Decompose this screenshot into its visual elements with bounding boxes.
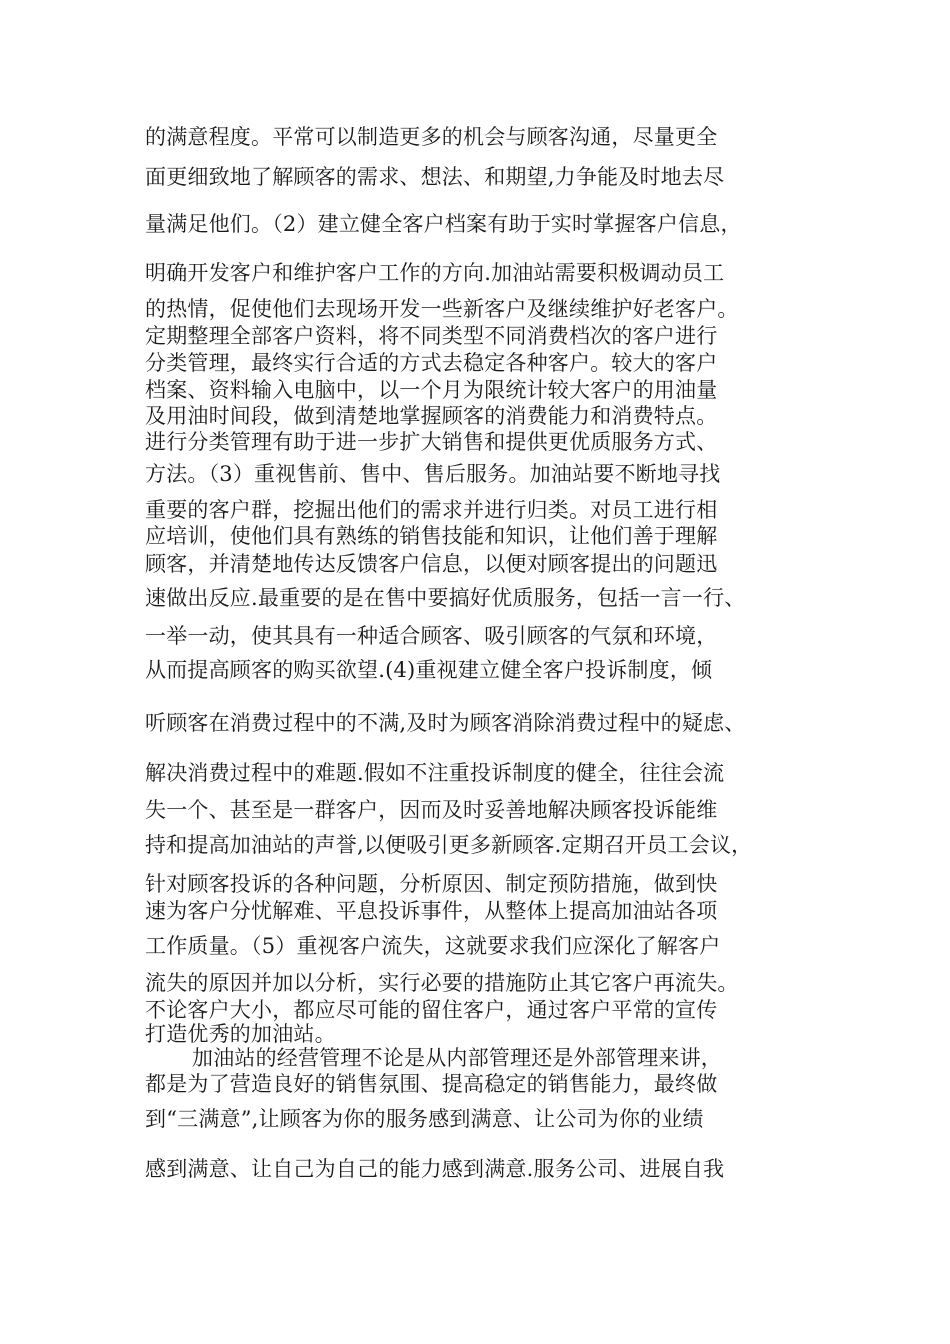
text-line: 及用油时间段，做到清楚地掌握顾客的消费能力和消费特点。: [145, 404, 718, 428]
text-line: 定期整理全部客户资料，将不同类型不同消费档次的客户进行: [145, 324, 718, 348]
text-line: 档案、资料输入电脑中，以一个月为限统计较大客户的用油量: [145, 378, 718, 402]
text-line: 到“三满意”,让顾客为你的服务感到满意、让公司为你的业绩: [145, 1107, 704, 1131]
text-line: 速为客户分忧解难、平息投诉事件，从整体上提高加油站各项: [145, 899, 718, 923]
text-line: 明确开发客户和维护客户工作的方向.加油站需要积极调动员工: [145, 261, 725, 285]
text-line: 打造优秀的加油站。: [145, 1022, 336, 1046]
text-line: 不论客户大小，都应尽可能的留住客户，通过客户平常的宣传: [145, 998, 718, 1022]
text-line: 方法。（3）重视售前、售中、售后服务。加油站要不断地寻找: [145, 462, 721, 486]
text-line: 针对顾客投诉的各种问题，分析原因、制定预防措施，做到快: [145, 872, 718, 896]
text-line: 重要的客户群，挖掘出他们的需求并进行归类。对员工进行相: [145, 498, 718, 522]
text-line: 一举一动，使其具有一种适合顾客、吸引顾客的气氛和环境，: [145, 624, 718, 648]
text-line: 失一个、甚至是一群客户，因而及时妥善地解决顾客投诉能维: [145, 798, 718, 822]
text-line: 工作质量。（5）重视客户流失，这就要求我们应深化了解客户: [145, 934, 721, 958]
text-line: 持和提高加油站的声誉,以便吸引更多新顾客.定期召开员工会议，: [145, 833, 753, 857]
text-line: 量满足他们。（2）建立健全客户档案有助于实时掌握客户信息，: [145, 212, 742, 236]
text-line: 听顾客在消费过程中的不满,及时为顾客消除消费过程中的疑虑、: [145, 711, 746, 735]
text-line: 都是为了营造良好的销售氛围、提高稳定的销售能力，最终做: [145, 1072, 718, 1096]
text-line: 感到满意、让自己为自己的能力感到满意.服务公司、进展自我: [145, 1157, 725, 1181]
text-line: 解决消费过程中的难题.假如不注重投诉制度的健全，往往会流: [145, 761, 725, 785]
text-line: 分类管理，最终实行合适的方式去稳定各种客户。较大的客户: [145, 351, 718, 375]
text-line: 进行分类管理有助于进一步扩大销售和提供更优质服务方式、: [145, 430, 718, 454]
text-line: 应培训，使他们具有熟练的销售技能和知识，让他们善于理解: [145, 524, 718, 548]
text-line: 速做出反应.最重要的是在售中要搞好优质服务，包括一言一行、: [145, 586, 746, 610]
text-line: 的热情，促使他们去现场开发一些新客户及继续维护好老客户。: [145, 297, 739, 321]
text-line: 面更细致地了解顾客的需求、想法、和期望,力争能及时地去尽: [145, 165, 725, 189]
paragraph-first-line: 加油站的经营管理不论是从内部管理还是外部管理来讲，: [192, 1046, 722, 1070]
text-line: 流失的原因并加以分析，实行必要的措施防止其它客户再流失。: [145, 971, 739, 995]
text-line: 的满意程度。平常可以制造更多的机会与顾客沟通，尽量更全: [145, 125, 718, 149]
text-line: 从而提高顾客的购买欲望.(4)重视建立健全客户投诉制度，倾: [145, 658, 713, 682]
text-line: 顾客，并清楚地传达反馈客户信息，以便对顾客提出的问题迅: [145, 552, 718, 576]
